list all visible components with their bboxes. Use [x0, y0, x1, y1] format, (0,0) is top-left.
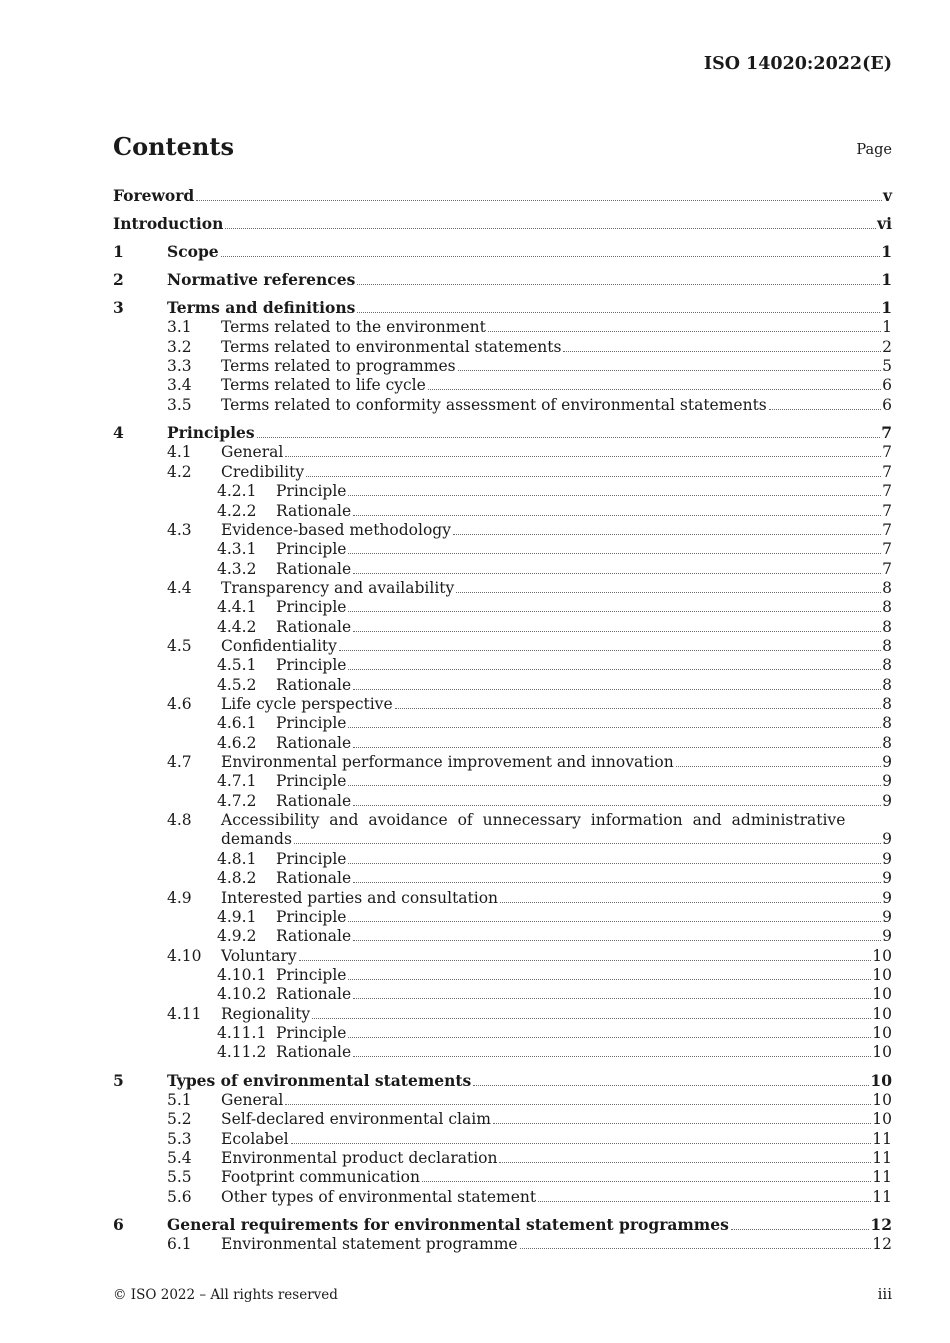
toc-entry-label: Principle: [276, 714, 347, 733]
toc-entry-number: 4.11.1: [217, 1023, 267, 1042]
toc-entry-label: Foreword: [113, 186, 195, 205]
toc-entry-page: 8: [882, 733, 892, 752]
toc-entry-number: 4.6.1: [217, 714, 257, 733]
toc-entry[interactable]: [113, 771, 892, 791]
dot-leader: [196, 187, 882, 201]
toc-entry-label: Terms related to environmental statements: [221, 337, 562, 356]
dot-leader: [357, 299, 880, 313]
dot-leader: [339, 637, 881, 651]
toc-entry-number: 5.4: [167, 1149, 192, 1168]
toc-entry-page: 9: [882, 907, 892, 926]
toc-entry-page: 1: [881, 298, 892, 317]
toc-entry-label: Introduction: [113, 214, 224, 233]
dot-leader: [458, 357, 882, 371]
toc-entry[interactable]: [113, 636, 892, 656]
dot-leader: [312, 1005, 871, 1019]
dot-leader: [348, 482, 881, 496]
toc-entry-number: 3.5: [167, 395, 192, 414]
toc-entry-page: 7: [882, 482, 892, 501]
toc-entry-page: 10: [870, 1070, 892, 1090]
toc-entry-number: 5.1: [167, 1091, 192, 1109]
dot-leader: [348, 772, 881, 786]
toc-entry-page: 8: [882, 695, 892, 713]
dot-leader: [353, 676, 881, 690]
dot-leader: [353, 734, 881, 748]
dot-leader: [493, 1110, 871, 1124]
toc-entry-number: 4.1: [167, 443, 192, 462]
toc-entry-number: 4.3.1: [217, 540, 257, 559]
toc-entry-page: 10: [872, 1110, 892, 1129]
dot-leader: [348, 540, 881, 554]
toc-entry-page: 12: [872, 1235, 892, 1254]
dot-leader: [353, 502, 881, 516]
toc-entry-number: 4.11: [167, 1004, 202, 1023]
dot-leader: [456, 579, 881, 593]
toc-entry[interactable]: [113, 1148, 892, 1168]
dot-leader: [676, 753, 881, 767]
dot-leader: [294, 830, 881, 844]
toc-entry[interactable]: [113, 395, 892, 415]
toc-entry-page: 10: [872, 1004, 892, 1023]
toc-entry-number: 4.11.2: [217, 1043, 267, 1062]
toc-entry-label: Rationale: [276, 985, 352, 1004]
toc-entry-number: 1: [113, 242, 124, 261]
toc-entry-number: 4.2.2: [217, 501, 257, 520]
dot-leader: [285, 443, 881, 457]
toc-entry-page: 9: [882, 927, 892, 946]
toc-entry-label: Types of environmental statements: [167, 1070, 472, 1090]
dot-leader: [428, 376, 881, 390]
toc-entry-page: 5: [882, 357, 892, 376]
toc-entry-number: 2: [113, 270, 124, 289]
toc-entry-label: Principle: [276, 482, 347, 501]
page-column-label: Page: [856, 142, 892, 158]
toc-entry[interactable]: [113, 965, 892, 985]
dot-leader: [348, 714, 881, 728]
toc-entry-number: 4.7.1: [217, 772, 257, 791]
toc-entry[interactable]: [113, 926, 892, 946]
dot-leader: [395, 695, 882, 709]
toc-entry-label: Scope: [167, 242, 219, 261]
toc-entry-label: Interested parties and consultation: [221, 888, 499, 907]
toc-entry[interactable]: [113, 617, 892, 637]
dot-leader: [353, 985, 871, 999]
toc-entry-number: 5: [113, 1070, 124, 1090]
toc-entry[interactable]: [113, 888, 892, 908]
toc-entry-page: 1: [881, 270, 892, 289]
toc-entry[interactable]: [113, 186, 892, 206]
dot-leader: [348, 656, 881, 670]
toc-entry-number: 4.10: [167, 946, 202, 965]
toc-entry-number: 4.7.2: [217, 791, 257, 810]
toc-entry-number: 4.9.1: [217, 907, 257, 926]
toc-entry-label: Terms related to life cycle: [221, 376, 426, 395]
toc-entry-page: 8: [882, 598, 892, 617]
toc-entry-page: 6: [882, 376, 892, 395]
toc-entry-number: 4.8: [167, 811, 192, 830]
toc-entry[interactable]: [113, 337, 892, 357]
toc-entry-number: 5.6: [167, 1187, 192, 1206]
toc-entry-label: Principle: [276, 656, 347, 675]
toc-entry-number: 4.5.2: [217, 675, 257, 694]
toc-entry-label: Terms related to the environment: [221, 318, 486, 337]
dot-leader: [538, 1188, 871, 1202]
toc-entry[interactable]: [113, 694, 892, 714]
toc-entry-label: General: [221, 443, 284, 462]
toc-entry-number: 4: [113, 423, 124, 443]
dot-leader: [731, 1216, 870, 1230]
toc-entry[interactable]: [113, 423, 892, 443]
toc-entry-page: 8: [882, 714, 892, 733]
toc-entry[interactable]: [113, 1071, 892, 1091]
toc-entry-number: 3.3: [167, 357, 192, 376]
toc-entry-page: 8: [882, 617, 892, 636]
toc-entry-label: Rationale: [276, 559, 352, 578]
toc-entry[interactable]: [113, 1042, 892, 1062]
toc-entry-label: Normative references: [167, 270, 356, 289]
toc-entry-label: Principle: [276, 772, 347, 791]
dot-leader: [285, 1091, 871, 1105]
toc-entry-label: Rationale: [276, 791, 352, 810]
toc-entry[interactable]: [113, 1167, 892, 1187]
toc-entry[interactable]: [113, 907, 892, 927]
toc-entry-page: 7: [882, 559, 892, 578]
toc-entry-label: Accessibility and avoidance of unnecessary information and administrative: [221, 811, 846, 830]
toc-entry-label: Principle: [276, 849, 347, 868]
toc-entry[interactable]: [113, 375, 892, 395]
toc-entry-label: Regionality: [221, 1004, 311, 1023]
toc-entry-page: 10: [872, 1043, 892, 1062]
toc-entry-number: 4.6.2: [217, 733, 257, 752]
dot-leader: [348, 598, 881, 612]
toc-entry[interactable]: [113, 317, 892, 337]
dot-leader: [520, 1235, 872, 1249]
toc-entry[interactable]: [113, 462, 892, 482]
toc-entry-page: 12: [870, 1215, 892, 1235]
toc-entry-page: v: [882, 186, 892, 205]
toc-entry[interactable]: [113, 1234, 892, 1254]
toc-entry-number: 3.1: [167, 318, 192, 337]
document-id: ISO 14020:2022(E): [703, 54, 892, 74]
toc-entry-number: 4.4: [167, 578, 192, 597]
toc-entry-number: 4.6: [167, 695, 192, 713]
toc-entry[interactable]: [113, 655, 892, 675]
toc-entry-page: 10: [872, 985, 892, 1004]
toc-entry-page: 11: [872, 1187, 892, 1206]
toc-entry[interactable]: [113, 713, 892, 733]
toc-entry-page: 7: [882, 520, 892, 539]
dot-leader: [353, 1043, 871, 1057]
toc-entry[interactable]: [113, 501, 892, 521]
toc-entry[interactable]: [113, 733, 892, 753]
toc-entry[interactable]: [113, 242, 892, 262]
toc-entry-page: 8: [882, 656, 892, 675]
toc-entry-page: 9: [882, 830, 892, 849]
dot-leader: [353, 560, 881, 574]
toc-entry-page: 9: [882, 849, 892, 868]
toc-entry[interactable]: [113, 578, 892, 598]
toc-entry-label: Principle: [276, 965, 347, 984]
toc-entry-label: Rationale: [276, 617, 352, 636]
toc-entry[interactable]: [113, 559, 892, 579]
dot-leader: [353, 792, 881, 806]
toc-entry-page: 7: [882, 501, 892, 520]
toc-entry[interactable]: [113, 1215, 892, 1235]
toc-entry[interactable]: [113, 520, 892, 540]
toc-entry-page: 10: [872, 946, 892, 965]
toc-entry-label-continued: demands: [221, 830, 292, 849]
toc-entry-page: 7: [882, 443, 892, 462]
dot-leader: [453, 521, 881, 535]
toc-entry-page: 9: [882, 869, 892, 888]
toc-entry-label: Life cycle perspective: [221, 695, 393, 713]
toc-entry-number: 4.2: [167, 462, 192, 481]
toc-entry[interactable]: [113, 597, 892, 617]
toc-entry-page: 6: [882, 395, 892, 414]
dot-leader: [353, 927, 881, 941]
toc-entry-number: 4.8.2: [217, 869, 257, 888]
toc-entry-label: Principle: [276, 907, 347, 926]
toc-entry[interactable]: [113, 946, 892, 966]
toc-entry-page: 7: [882, 462, 892, 481]
dot-leader: [221, 243, 881, 257]
toc-entry-number: 4.2.1: [217, 482, 257, 501]
toc-entry-label: General requirements for environmental statement programmes: [167, 1215, 729, 1235]
toc-entry-label: Environmental statement programme: [221, 1235, 518, 1254]
toc-entry-number: 3.2: [167, 337, 192, 356]
toc-entry-label: Footprint communication: [221, 1168, 420, 1187]
toc-entry-continuation[interactable]: [113, 829, 892, 849]
toc-entry[interactable]: [113, 1004, 892, 1024]
toc-entry[interactable]: [113, 810, 892, 830]
toc-entry-number: 4.10.2: [217, 985, 267, 1004]
toc-entry[interactable]: [113, 214, 892, 234]
toc-entry-number: 4.3.2: [217, 559, 257, 578]
toc-entry[interactable]: [113, 1023, 892, 1043]
toc-entry-page: 11: [872, 1129, 892, 1148]
toc-entry-page: 10: [872, 965, 892, 984]
toc-entry-page: 8: [882, 578, 892, 597]
toc-entry-page: 2: [882, 337, 892, 356]
toc-entry-label: Self-declared environmental claim: [221, 1110, 491, 1129]
toc-entry-label: Confidentiality: [221, 636, 337, 655]
toc-entry-page: 7: [882, 540, 892, 559]
toc-entry[interactable]: [113, 791, 892, 811]
toc-entry-label: Principle: [276, 540, 347, 559]
dot-leader: [348, 850, 881, 864]
dot-leader: [488, 318, 881, 332]
page-title: Contents: [113, 132, 234, 161]
toc-entry[interactable]: [113, 1129, 892, 1149]
toc-entry-page: 9: [882, 753, 892, 772]
toc-entry-label: Rationale: [276, 927, 352, 946]
toc-entry-label: Terms and definitions: [167, 298, 356, 317]
dot-leader: [348, 908, 881, 922]
toc-entry-page: 7: [881, 423, 892, 443]
toc-entry-label: Credibility: [221, 462, 305, 481]
toc-entry-page: 8: [882, 636, 892, 655]
dot-leader: [291, 1130, 872, 1144]
toc-entry-label: Principles: [167, 423, 255, 443]
page-number: iii: [877, 1285, 892, 1303]
copyright-notice: © ISO 2022 – All rights reserved: [113, 1287, 338, 1303]
toc-entry-number: 6: [113, 1215, 124, 1235]
toc-entry[interactable]: [113, 849, 892, 869]
dot-leader: [299, 947, 872, 961]
toc-entry-label: Environmental performance improvement and innovation: [221, 753, 674, 772]
toc-entry-label: Rationale: [276, 869, 352, 888]
toc-entry-number: 3: [113, 298, 124, 317]
toc-entry-label: Terms related to programmes: [221, 357, 456, 376]
toc-entry-label: Environmental product declaration: [221, 1149, 498, 1168]
toc-entry-page: 1: [881, 242, 892, 261]
toc-entry-label: Other types of environmental statement: [221, 1187, 537, 1206]
toc-entry[interactable]: [113, 1090, 892, 1110]
toc-entry-page: 11: [872, 1149, 892, 1168]
toc-entry-number: 4.9.2: [217, 927, 257, 946]
toc-entry[interactable]: [113, 298, 892, 318]
dot-leader: [353, 618, 881, 632]
toc-entry-label: Rationale: [276, 733, 352, 752]
toc-entry-number: 5.5: [167, 1168, 192, 1187]
toc-entry-label: Ecolabel: [221, 1129, 289, 1148]
toc-entry-page: 10: [872, 1091, 892, 1109]
toc-entry[interactable]: [113, 984, 892, 1004]
toc-entry[interactable]: [113, 539, 892, 559]
dot-leader: [563, 338, 881, 352]
toc-entry-page: 11: [872, 1168, 892, 1187]
toc-entry-number: 5.3: [167, 1129, 192, 1148]
toc-entry-number: 4.10.1: [217, 965, 267, 984]
dot-leader: [306, 463, 881, 477]
toc-entry-page: 9: [882, 888, 892, 907]
toc-entry-page: 1: [882, 318, 892, 337]
dot-leader: [357, 271, 880, 285]
toc-entry[interactable]: [113, 442, 892, 462]
toc-entry[interactable]: [113, 356, 892, 376]
toc-entry-number: 4.3: [167, 520, 192, 539]
toc-entry-label: Voluntary: [221, 946, 297, 965]
dot-leader: [353, 869, 881, 883]
dot-leader: [500, 889, 881, 903]
toc-entry-number: 4.4.1: [217, 598, 257, 617]
dot-leader: [348, 966, 871, 980]
toc-entry[interactable]: [113, 270, 892, 290]
dot-leader: [257, 424, 881, 438]
toc-entry-label: General: [221, 1091, 284, 1109]
toc-entry[interactable]: [113, 675, 892, 695]
toc-entry-number: 4.7: [167, 753, 192, 772]
toc-entry-number: 4.4.2: [217, 617, 257, 636]
toc-entry-page: 9: [882, 772, 892, 791]
dot-leader: [225, 215, 876, 229]
toc-entry-label: Principle: [276, 1023, 347, 1042]
toc-entry-number: 4.5: [167, 636, 192, 655]
toc-entry-number: 6.1: [167, 1235, 192, 1254]
toc-entry-page: 10: [872, 1023, 892, 1042]
dot-leader: [348, 1024, 871, 1038]
toc-entry-page: vi: [877, 214, 892, 233]
toc-entry-label: Rationale: [276, 1043, 352, 1062]
toc-entry-page: 9: [882, 791, 892, 810]
toc-entry-number: 4.9: [167, 888, 192, 907]
dot-leader: [769, 396, 881, 410]
toc-entry-page: 8: [882, 675, 892, 694]
toc-entry[interactable]: [113, 481, 892, 501]
toc-entry[interactable]: [113, 752, 892, 772]
toc-entry-label: Evidence-based methodology: [221, 520, 451, 539]
toc-entry-label: Rationale: [276, 501, 352, 520]
dot-leader: [473, 1072, 869, 1086]
toc-entry-label: Transparency and availability: [221, 578, 455, 597]
toc-entry-number: 5.2: [167, 1110, 192, 1129]
dot-leader: [422, 1168, 871, 1182]
toc-entry-label: Principle: [276, 598, 347, 617]
toc-entry-number: 4.8.1: [217, 849, 257, 868]
toc-entry-number: 4.5.1: [217, 656, 257, 675]
toc-entry-label: Terms related to conformity assessment of environmental statements: [221, 395, 767, 414]
dot-leader: [499, 1149, 871, 1163]
toc-entry-label: Rationale: [276, 675, 352, 694]
toc-entry[interactable]: [113, 1109, 892, 1129]
toc-entry-number: 3.4: [167, 376, 192, 395]
toc-entry[interactable]: [113, 868, 892, 888]
toc-entry[interactable]: [113, 1187, 892, 1207]
